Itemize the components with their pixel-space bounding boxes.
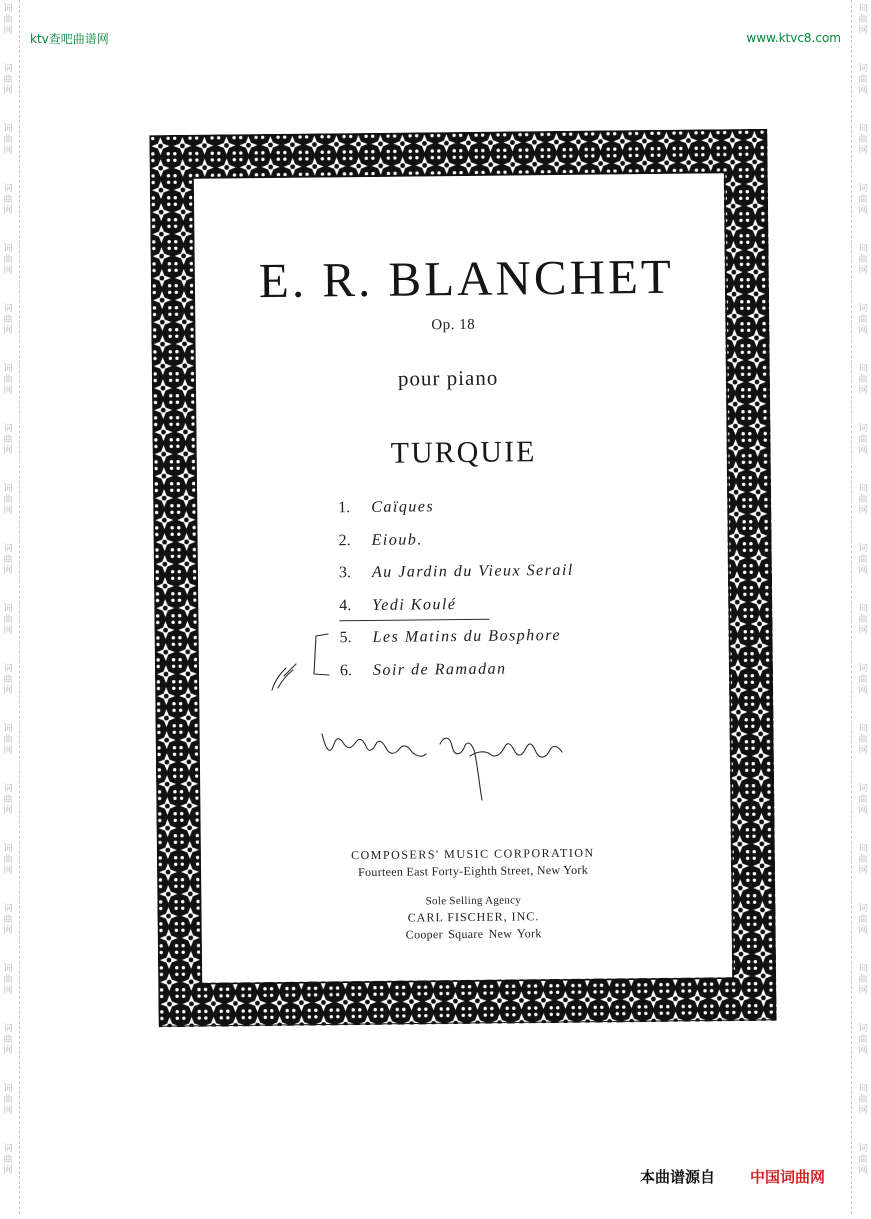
watermark-char: 曲 — [858, 1035, 868, 1045]
watermark-char: 词 — [3, 304, 13, 314]
watermark-char: 网 — [3, 926, 13, 936]
watermark-char: 词 — [858, 364, 868, 374]
instrument-label: pour piano — [397, 365, 499, 391]
watermark-char: 曲 — [3, 435, 13, 445]
watermark-char: 网 — [3, 1106, 13, 1116]
watermark-char: 曲 — [858, 735, 868, 745]
watermark-char: 网 — [858, 566, 868, 576]
watermark-char: 网 — [858, 86, 868, 96]
watermark-char: 词 — [858, 724, 868, 734]
watermark-char: 网 — [858, 806, 868, 816]
watermark-char: 曲 — [3, 1095, 13, 1105]
watermark-char: 词 — [858, 604, 868, 614]
watermark-char: 曲 — [858, 75, 868, 85]
contents-item — [339, 594, 574, 629]
watermark-char: 曲 — [3, 255, 13, 265]
watermark-char: 网 — [3, 1046, 13, 1056]
watermark-char: 网 — [858, 1166, 868, 1176]
item-title: Yedi Koulé — [372, 595, 457, 614]
watermark-char: 曲 — [858, 255, 868, 265]
contents-item — [340, 659, 575, 694]
watermark-char: 曲 — [3, 495, 13, 505]
watermark-char: 网 — [3, 326, 13, 336]
watermark-char: 词 — [858, 64, 868, 74]
watermark-char: 网 — [858, 266, 868, 276]
watermark-char: 词 — [3, 964, 13, 974]
watermark-char: 网 — [3, 686, 13, 696]
item-title: Soir de Ramadan — [372, 660, 507, 679]
watermark-char: 网 — [3, 206, 13, 216]
watermark-char: 曲 — [3, 975, 13, 985]
contents-list — [338, 497, 575, 694]
watermark-char: 词 — [3, 1084, 13, 1094]
item-title: Eioub. — [371, 530, 423, 549]
watermark-char: 曲 — [3, 615, 13, 625]
watermark-char: 词 — [858, 484, 868, 494]
publisher-name: COMPOSERS' MUSIC CORPORATION — [351, 845, 595, 863]
watermark-char: 网 — [858, 1046, 868, 1056]
watermark-char: 词 — [3, 484, 13, 494]
watermark-char: 曲 — [3, 855, 13, 865]
watermark-char: 曲 — [858, 375, 868, 385]
watermark-char: 词 — [858, 544, 868, 554]
watermark-char: 曲 — [3, 195, 13, 205]
watermark-char: 曲 — [858, 555, 868, 565]
item-number: 5. — [339, 629, 352, 647]
contents-item — [338, 497, 573, 532]
watermark-char: 网 — [3, 146, 13, 156]
watermark-char: 网 — [858, 26, 868, 36]
item-number: 3. — [338, 564, 352, 582]
watermark-char: 网 — [3, 266, 13, 276]
item-number: 6. — [339, 661, 353, 679]
watermark-char: 曲 — [3, 915, 13, 925]
watermark-char: 曲 — [858, 315, 868, 325]
watermark-char: 词 — [858, 304, 868, 314]
watermark-char: 词 — [3, 64, 13, 74]
watermark-char: 网 — [3, 86, 13, 96]
watermark-char: 网 — [858, 686, 868, 696]
watermark-char: 曲 — [3, 555, 13, 565]
watermark-char: 网 — [858, 626, 868, 636]
site-name-link[interactable]: ktv查吧曲谱网 — [30, 32, 109, 46]
publisher-block — [303, 844, 644, 944]
watermark-char: 网 — [3, 26, 13, 36]
watermark-char: 词 — [3, 364, 13, 374]
watermark-char: 网 — [858, 386, 868, 396]
watermark-char: 曲 — [858, 495, 868, 505]
watermark-char: 曲 — [858, 795, 868, 805]
watermark-char: 词 — [858, 184, 868, 194]
watermark-char: 网 — [3, 386, 13, 396]
watermark-char: 词 — [3, 844, 13, 854]
site-url-link[interactable]: www.ktvc8.com — [746, 31, 841, 45]
watermark-char: 网 — [858, 866, 868, 876]
watermark-char: 曲 — [3, 375, 13, 385]
watermark-char: 曲 — [858, 435, 868, 445]
watermark-char: 网 — [3, 986, 13, 996]
watermark-char: 词 — [3, 124, 13, 134]
watermark-char: 曲 — [3, 1155, 13, 1165]
item-number: 2. — [338, 531, 351, 549]
watermark-char: 曲 — [3, 135, 13, 145]
watermark-char: 词 — [858, 1144, 868, 1154]
watermark-char: 曲 — [858, 1095, 868, 1105]
watermark-char: 词 — [858, 1084, 868, 1094]
watermark-char: 网 — [858, 506, 868, 516]
watermark-char: 词 — [858, 784, 868, 794]
watermark-char: 曲 — [858, 975, 868, 985]
watermark-char: 网 — [858, 746, 868, 756]
watermark-char: 网 — [858, 446, 868, 456]
watermark-char: 词 — [858, 1024, 868, 1034]
watermark-char: 网 — [858, 146, 868, 156]
watermark-char: 网 — [858, 986, 868, 996]
watermark-char: 网 — [3, 866, 13, 876]
watermark-char: 词 — [858, 904, 868, 914]
watermark-char: 网 — [3, 746, 13, 756]
watermark-char: 词 — [858, 964, 868, 974]
watermark-char: 词 — [858, 664, 868, 674]
pencil-underline — [339, 618, 489, 621]
item-number: 1. — [338, 499, 351, 517]
watermark-char: 网 — [858, 206, 868, 216]
contents-item — [339, 562, 574, 597]
watermark-char: 曲 — [3, 795, 13, 805]
watermark-char: 曲 — [858, 675, 868, 685]
watermark-char: 曲 — [858, 135, 868, 145]
watermark-char: 词 — [3, 724, 13, 734]
watermark-char: 词 — [3, 664, 13, 674]
watermark-char: 词 — [3, 4, 13, 14]
agency-name: CARL FISCHER, INC. — [407, 909, 540, 925]
watermark-char: 曲 — [858, 615, 868, 625]
publisher-address: Fourteen East Forty-Eighth Street, New York — [358, 862, 589, 880]
footer-brand-link[interactable]: 中国词曲网 — [750, 1168, 826, 1186]
watermark-char: 词 — [858, 4, 868, 14]
agency-address: Cooper Square New York — [405, 926, 542, 942]
watermark-char: 网 — [3, 626, 13, 636]
watermark-char: 曲 — [3, 15, 13, 25]
item-title: Caïques — [371, 498, 435, 516]
watermark-char: 网 — [858, 926, 868, 936]
watermark-char: 词 — [3, 904, 13, 914]
contents-item — [338, 529, 573, 564]
watermark-char: 词 — [3, 784, 13, 794]
watermark-char: 曲 — [858, 855, 868, 865]
watermark-char: 网 — [3, 1166, 13, 1176]
watermark-char: 词 — [3, 244, 13, 254]
watermark-char: 词 — [858, 844, 868, 854]
watermark-char: 曲 — [858, 1155, 868, 1165]
watermark-char: 网 — [3, 446, 13, 456]
item-title: Au Jardin du Vieux Serail — [371, 561, 574, 581]
watermark-char: 词 — [3, 1024, 13, 1034]
watermark-char: 词 — [3, 184, 13, 194]
watermark-char: 曲 — [3, 1035, 13, 1045]
watermark-char: 曲 — [3, 675, 13, 685]
watermark-char: 词 — [858, 424, 868, 434]
watermark-char: 网 — [858, 326, 868, 336]
watermark-char: 网 — [858, 1106, 868, 1116]
item-title: Les Matins du Bosphore — [372, 626, 562, 646]
watermark-char: 词 — [3, 604, 13, 614]
watermark-char: 词 — [858, 124, 868, 134]
footer-source-label: 本曲谱源自 — [640, 1168, 716, 1186]
agency-label: Sole Selling Agency — [425, 894, 522, 908]
watermark-char: 曲 — [3, 735, 13, 745]
item-number: 4. — [339, 596, 352, 614]
watermark-char: 词 — [858, 244, 868, 254]
watermark-char: 曲 — [3, 75, 13, 85]
opus-number: Op. 18 — [431, 316, 476, 334]
watermark-char: 网 — [3, 566, 13, 576]
watermark-char: 词 — [3, 424, 13, 434]
watermark-char: 网 — [3, 506, 13, 516]
watermark-char: 词 — [3, 1144, 13, 1154]
watermark-char: 词 — [3, 544, 13, 554]
composer-name: E. R. BLANCHET — [258, 248, 675, 309]
watermark-char: 曲 — [3, 315, 13, 325]
watermark-char: 网 — [3, 806, 13, 816]
watermark-char: 曲 — [858, 915, 868, 925]
contents-item — [340, 627, 575, 662]
work-title: TURQUIE — [390, 435, 537, 470]
watermark-char: 曲 — [858, 195, 868, 205]
watermark-char: 曲 — [858, 15, 868, 25]
